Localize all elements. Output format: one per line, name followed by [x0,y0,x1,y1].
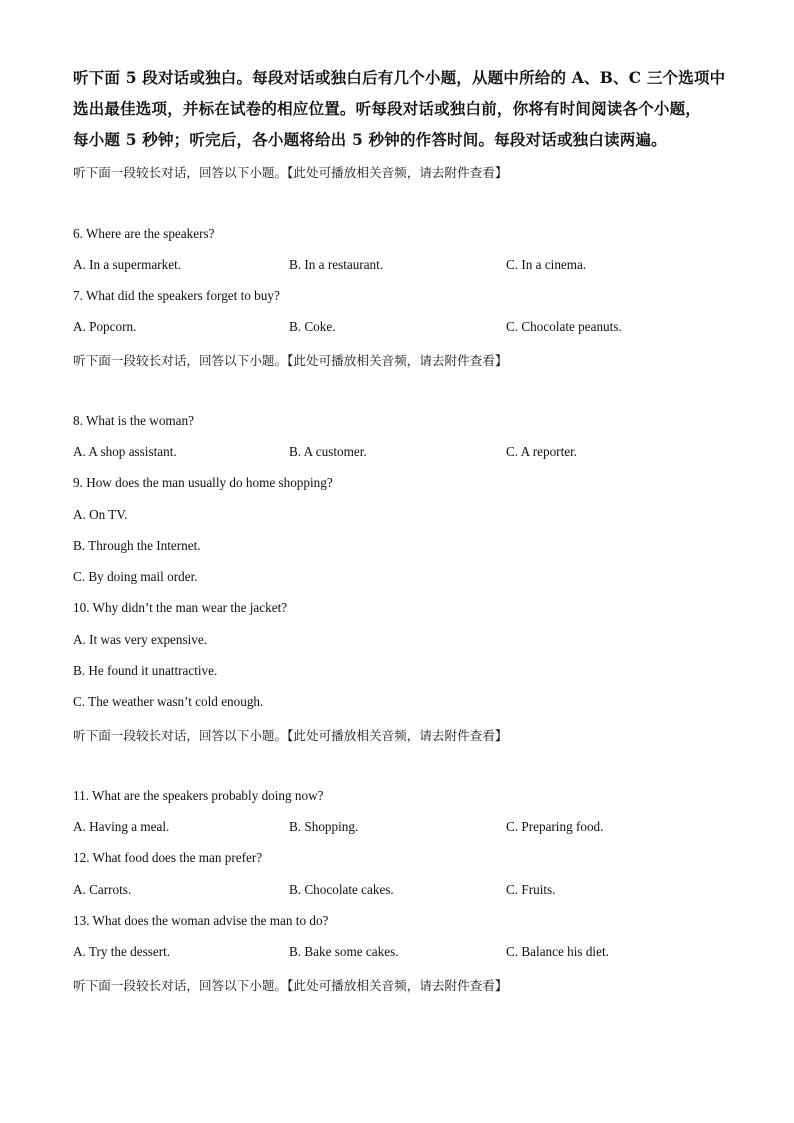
audio-note: 听下面一段较长对话，回答以下小题。【此处可播放相关音频，请去附件查看】 [73,728,508,743]
question-13-option-c: C. Balance his diet. [506,944,609,959]
audio-note: 听下面一段较长对话，回答以下小题。【此处可播放相关音频，请去附件查看】 [73,353,508,368]
question-11-option-a: A. Having a meal. [73,819,170,834]
question-12-option-b: B. Chocolate cakes. [289,882,394,897]
instructions-line-2: 选出最佳选项，并标在试卷的相应位置。听每段对话或独白前，你将有时间阅读各个小题， [73,99,702,118]
question-6-option-a: A. In a supermarket. [73,257,182,272]
question-9-stem: 9. How does the man usually do home shopping? [73,475,333,490]
question-7-option-b: B. Coke. [289,319,336,334]
question-7-option-a: A. Popcorn. [73,319,137,334]
question-10-option-a: A. It was very expensive. [73,632,208,647]
question-11-option-c: C. Preparing food. [506,819,604,834]
question-7-option-c: C. Chocolate peanuts. [506,319,622,334]
instructions-line-3: 每小题 5 秒钟；听完后，各小题将给出 5 秒钟的作答时间。每段对话或独白读两遍。 [73,130,667,149]
question-9-option-c: C. By doing mail order. [73,569,198,584]
audio-note: 听下面一段较长对话，回答以下小题。【此处可播放相关音频，请去附件查看】 [73,165,508,180]
question-9-option-b: B. Through the Internet. [73,538,201,553]
question-10-option-b: B. He found it unattractive. [73,663,218,678]
question-12-option-a: A. Carrots. [73,882,132,897]
question-8-stem: 8. What is the woman? [73,413,194,428]
question-8-option-a: A. A shop assistant. [73,444,177,459]
question-12-option-c: C. Fruits. [506,882,556,897]
question-6-option-b: B. In a restaurant. [289,257,384,272]
question-7-stem: 7. What did the speakers forget to buy? [73,288,280,303]
question-10-stem: 10. Why didn’t the man wear the jacket? [73,600,288,615]
question-11-option-b: B. Shopping. [289,819,359,834]
question-8-option-b: B. A customer. [289,444,367,459]
instructions-line-1: 听下面 5 段对话或独白。每段对话或独白后有几个小题，从题中所给的 A、B、C 三个选项中 [73,68,726,87]
audio-note: 听下面一段较长对话，回答以下小题。【此处可播放相关音频，请去附件查看】 [73,978,508,993]
question-13-stem: 13. What does the woman advise the man to do? [73,913,329,928]
question-12-stem: 12. What food does the man prefer? [73,850,263,865]
question-13-option-b: B. Bake some cakes. [289,944,399,959]
question-11-stem: 11. What are the speakers probably doing now? [73,788,324,803]
question-6-option-c: C. In a cinema. [506,257,587,272]
question-9-option-a: A. On TV. [73,507,128,522]
question-13-option-a: A. Try the dessert. [73,944,171,959]
question-8-option-c: C. A reporter. [506,444,578,459]
question-6-stem: 6. Where are the speakers? [73,226,215,241]
question-10-option-c: C. The weather wasn’t cold enough. [73,694,264,709]
